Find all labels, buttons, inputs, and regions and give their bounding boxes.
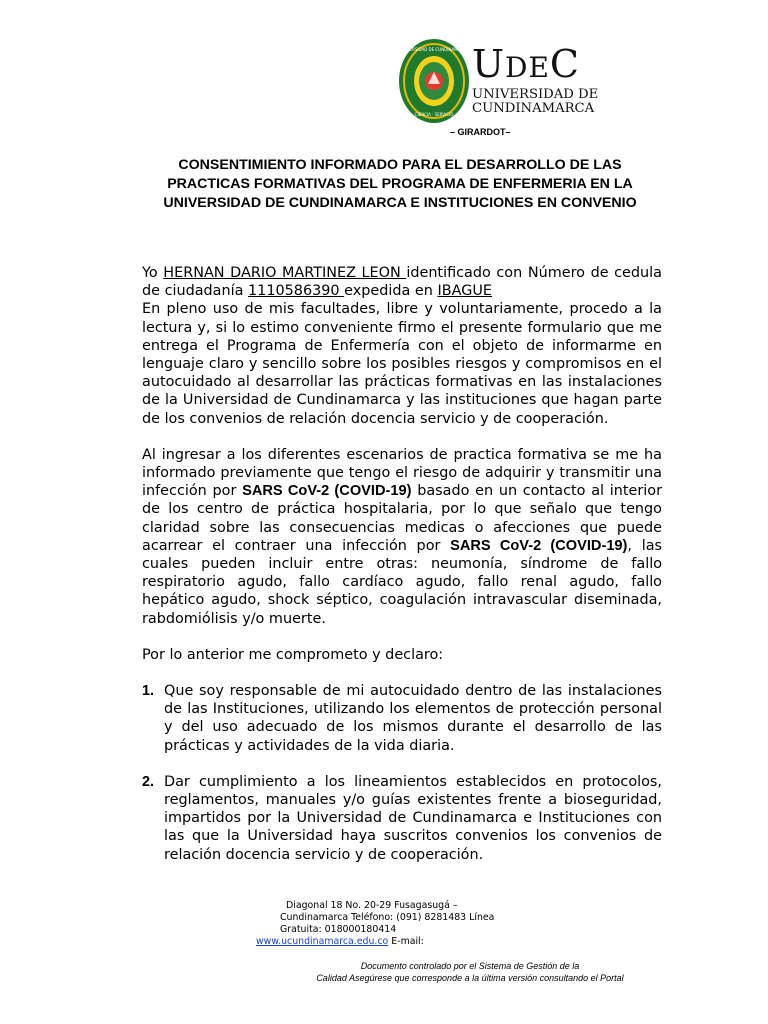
contact-line bbox=[256, 936, 536, 948]
intro-expedida: expedida en bbox=[344, 283, 438, 300]
covid-term-1: SARS CoV-2 (COVID-19) bbox=[242, 483, 412, 500]
campus-label: – GIRARDOT– bbox=[450, 127, 511, 137]
quality-note bbox=[290, 960, 650, 984]
quality-note-line-2: Calidad Asegúrese que corresponde a la última versión consultando el Portal bbox=[316, 973, 624, 983]
seal-top-text: UNIVERSIDAD DE CUNDINAMARCA bbox=[399, 47, 469, 52]
brand-line-1: UNIVERSIDAD DE bbox=[472, 87, 599, 102]
brand-block bbox=[472, 44, 602, 116]
address-line-3: Gratuita: 018000180414 bbox=[280, 924, 397, 935]
intro-yo: Yo bbox=[142, 265, 164, 281]
issue-city: IBAGUE bbox=[437, 283, 492, 300]
brand-line-2: CUNDINAMARCA bbox=[472, 101, 595, 116]
document-title: CONSENTIMIENTO INFORMADO PARA EL DESARROLLO DE LAS PRACTICAS FORMATIVAS DEL PROGRAMA DE ENFERMERIA EN LA UNIVERSIDAD DE CUNDINAMARCA E INSTITUCIONES EN CONVENIO bbox=[163, 157, 637, 211]
website-link[interactable]: www.ucundinamarca.edu.co bbox=[256, 936, 389, 947]
risk-part-2: basado en un contacto al interior de los centro de práctica hospitalaria, por lo que señalo que tengo claridad sobre las consecuencias medicas o afecciones que puede acarrear el contraer una infección por bbox=[142, 483, 662, 554]
intro-ident-text: identificado con Número de cedula de ciudadanía bbox=[142, 265, 662, 300]
list-item-text: Que soy responsable de mi autocuidado dentro de las instalaciones de las Instituciones, utilizando los elementos de protección personal y del uso adecuado de los mismos durante el desarrollo de las prácticas y actividades de la vida diaria. bbox=[164, 683, 662, 754]
commitment-item-2 bbox=[142, 773, 662, 864]
seal-bottom-text: CIENCIA · SERVICIO bbox=[414, 112, 454, 117]
risk-paragraph bbox=[142, 446, 662, 628]
email-label: E-mail: bbox=[388, 936, 424, 947]
person-name: HERNAN DARIO MARTINEZ LEON bbox=[163, 265, 407, 281]
list-item-text: Dar cumplimiento a los lineamientos establecidos en protocolos, reglamentos, manuales y/o guías existentes frente a bioseguridad, impartidos por la Universidad de Cundinamarca e Instituciones con las que la Universidad haya suscritos convenios los convenios de relación docencia servicio y de cooperación. bbox=[164, 773, 662, 863]
header-logo bbox=[398, 38, 598, 138]
quality-note-line-1: Documento controlado por el Sistema de Gestión de la bbox=[360, 961, 580, 971]
risk-part-1: Al ingresar a los diferentes escenarios de practica formativa se me ha informado previamente que tengo el riesgo de adquirir y transmitir una infección por bbox=[142, 446, 662, 500]
brand-name: UDEC bbox=[472, 42, 580, 86]
covid-term-2: SARS CoV-2 (COVID-19) bbox=[450, 537, 628, 554]
list-number: 2. bbox=[142, 773, 155, 790]
commitment-intro: Por lo anterior me comprometo y declaro: bbox=[142, 646, 444, 663]
commitment-item-1 bbox=[142, 682, 662, 755]
risk-part-3: , las cuales pueden incluir entre otras: neumonía, síndrome de fallo respiratorio agudo, fallo cardíaco agudo, fallo renal agudo, fallo hepático agudo, shock séptico, coagulación intravascular diseminada, rabdomiólisis y/o muerte. bbox=[142, 537, 663, 627]
address-line-2: Cundinamarca Teléfono: (091) 8281483 Línea bbox=[280, 912, 495, 923]
cedula-number: 1110586390 bbox=[248, 283, 345, 300]
footer-address bbox=[256, 900, 536, 948]
intro-rest-paragraph: En pleno uso de mis facultades, libre y voluntariamente, procedo a la lectura y, si lo estimo conveniente firmo el presente formulario que me entrega el Programa de Enfermería con el objeto de informarme en lenguaje claro y sencillo sobre los posibles riesgos y compromisos en el autocuidado al desarrollar las prácticas formativas en las instalaciones de la Universidad de Cundinamarca y las instituciones que hagan parte de los convenios de relación docencia servicio y de cooperación. bbox=[142, 301, 662, 427]
address-line-1: Diagonal 18 No. 20-29 Fusagasugá – bbox=[286, 900, 458, 911]
intro-paragraph bbox=[142, 264, 662, 300]
list-number: 1. bbox=[142, 683, 155, 700]
document-body bbox=[142, 264, 662, 864]
university-seal-icon bbox=[398, 38, 470, 124]
